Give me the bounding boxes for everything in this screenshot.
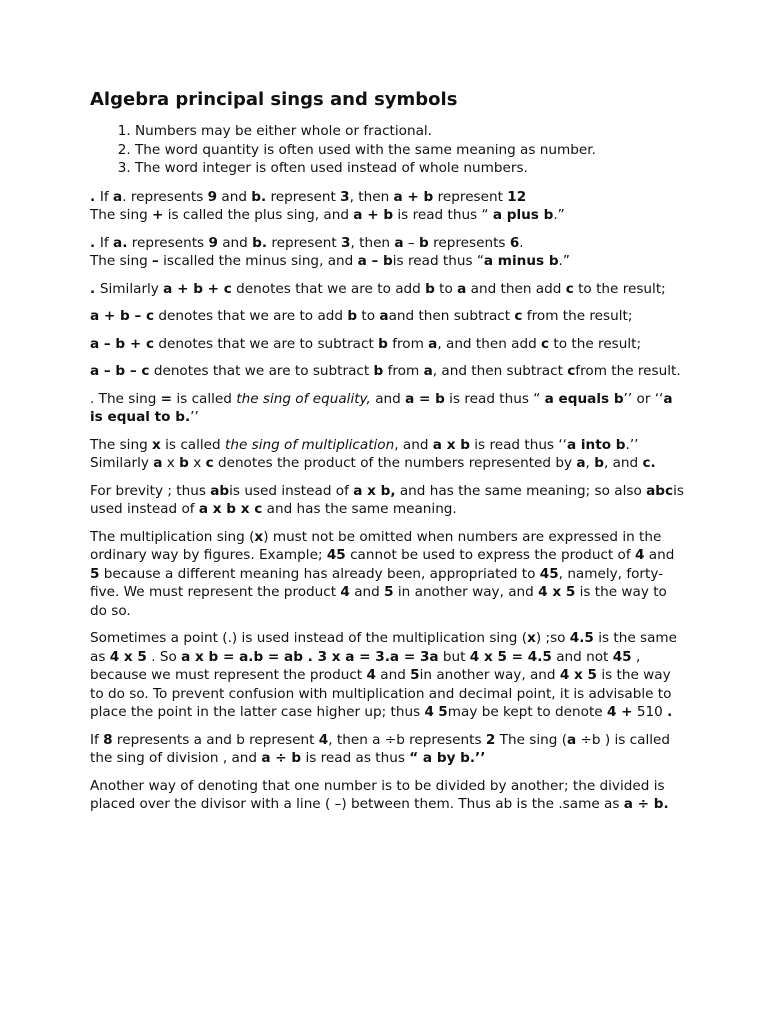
text-run: but [438,648,470,665]
text-run: , and [394,436,433,453]
list-item: 3. The word integer is often used instead of whole numbers. [135,159,686,178]
bold-text-run: 12 [507,188,527,205]
paragraph-subtract-add [90,335,686,354]
bold-text-run: a [379,308,389,324]
text-run: is used instead of [90,482,684,517]
bold-text-run: x [152,436,161,453]
text-run: If [90,731,104,748]
text-run: denotes that we are to add [154,308,348,324]
text-run: is read thus “ [392,253,484,269]
bold-text-run: 4 x 5 = 4.5 [469,648,552,665]
bold-text-run: a – b + c [90,335,155,352]
text-run: and [217,188,252,205]
paragraph-similarly [90,280,686,299]
text-run: in another way, and [419,667,560,683]
text-run: 510 [632,704,668,720]
bold-text-run: b. [251,188,267,205]
bold-text-run: a ÷ b. [623,796,669,812]
bold-text-run: . [90,188,100,205]
text-run: x [162,455,180,471]
bold-text-run: 4 x 5 [109,648,147,665]
text-run: ÷b ) is called the sing of division , and [90,731,671,766]
bold-text-run: c [567,363,576,379]
text-run: is called [172,390,237,407]
text-run: . So [146,648,182,665]
text-run: denotes that we are to subtract [154,335,379,352]
bold-text-run: 5 [384,584,394,600]
bold-text-run: 4 [340,584,350,600]
text-run: is the same as [90,630,678,665]
text-run: is read thus “ [444,390,545,407]
bold-text-run: ab [210,482,230,499]
text-run: to the result; [573,280,666,297]
text-run: is the way to do so. [90,584,667,619]
bold-text-run: a plus b [492,207,554,223]
bold-text-run: a + b [393,188,434,205]
text-run: cannot be used to express the product of [345,547,635,563]
bold-text-run: a into b [566,436,626,453]
text-run: For brevity ; thus [90,482,211,499]
text-run: . represents [122,188,208,205]
bold-text-run: 8 [103,731,113,748]
bold-text-run: a + b – c [90,308,155,324]
text-run: denotes the product of the numbers represented by [213,455,577,471]
bold-text-run: b [594,455,604,471]
text-run: ) ;so [535,630,570,646]
text-run: in another way, and [393,584,539,600]
text-run: ’’ or ‘‘ [623,390,664,407]
bold-text-run: a [113,188,123,205]
text-run: represents [127,234,209,251]
text-run: is the way to do so. To prevent confusion with multiplication and decimal point, it is advisable to place the point in the latter case higher up; thus [90,667,672,720]
text-run: represent [267,234,342,251]
text-run: because a different meaning has already been, appropriated to [99,565,540,582]
text-run: ’’ [190,409,199,425]
text-run: , namely, forty-five. We must represent the product [90,565,664,600]
bold-text-run: 45 [612,648,632,665]
bold-text-run: . [90,280,100,297]
text-run: – [403,234,420,251]
bold-text-run: b [378,335,388,352]
text-run: to [434,280,458,297]
bold-text-run: c. [642,455,656,471]
text-run: is read as thus [301,750,410,766]
text-run: Similarly [90,455,154,471]
text-run: , [585,455,595,471]
bold-text-run: abc [646,482,674,499]
bold-text-run: b. [252,234,268,251]
bold-text-run: 3 [341,234,351,251]
text-run: may be kept to denote [447,704,607,720]
text-run: .” [558,253,570,269]
bold-text-run: a [428,335,438,352]
bold-text-run: b [347,308,358,324]
bold-text-run: a minus b [483,253,559,269]
bold-text-run: 4.5 [569,630,594,646]
text-run: , and then add [437,335,542,352]
text-run: The sing [90,253,153,269]
text-run: x [188,455,206,471]
bold-text-run: 9 [208,234,218,251]
bold-text-run: 4 [366,667,376,683]
bold-text-run: c [514,308,523,324]
text-run: represents a and b represent [112,731,319,748]
bold-text-run: 4 x 5 [559,667,598,683]
text-run: ) must not be omitted when numbers are expressed in the ordinary way by figures. Example; [90,528,662,563]
text-run: . [519,234,524,251]
text-run: , then [350,234,395,251]
text-run: and [217,234,253,251]
bold-text-run: a equals b [544,390,624,407]
text-run: Similarly [99,280,164,297]
bold-text-run: a [457,280,467,297]
bold-text-run: 5 [90,565,100,582]
bold-text-run: b [419,234,429,251]
bold-text-run: a – b – c [90,363,150,379]
text-run: . The sing [90,390,161,407]
bold-text-run: a. [113,234,128,251]
document-title: Algebra principal sings and symbols [90,89,458,110]
text-run: and [349,584,385,600]
text-run: represent [433,188,508,205]
text-run: and has the same meaning. [262,501,457,517]
bold-text-run: 4 [318,731,329,748]
text-run: The sing ( [495,731,567,748]
text-run: is read thus “ [393,207,493,223]
bold-text-run: 2 [485,731,496,748]
text-run: , then [349,188,394,205]
text-run: represent [266,188,341,205]
numbered-list [90,122,686,178]
text-run: Sometimes a point (.) is used instead of the multiplication sing ( [90,630,528,646]
text-run: to [357,308,380,324]
text-run: and [375,667,411,683]
bold-text-run: 4 + [606,704,633,720]
paragraph-addition [90,188,686,225]
bold-text-run: . [667,704,673,720]
text-run: iscalled the minus sing, and [158,253,358,269]
paragraph-add-subtract [90,307,686,326]
bold-text-run: b [425,280,435,297]
text-run: denotes that we are to add [231,280,426,297]
paragraph-equality [90,390,686,427]
bold-text-run: 4 [634,547,645,563]
bold-text-run: + [152,207,164,223]
paragraph-point-notation [90,629,686,722]
text-run: from [387,335,429,352]
bold-text-run: 3 [340,188,350,205]
bold-text-run: a x b = a.b = ab . 3 x a = 3.a = 3a [181,648,439,665]
text-run: and then subtract [388,308,515,324]
text-run: and has the same meaning; so also [395,482,647,499]
text-run: The sing [90,207,153,223]
bold-text-run: a [394,234,404,251]
text-run: is read thus ‘‘ [469,436,567,453]
bold-text-run: a x b x c [198,501,263,517]
bold-text-run: b [373,363,384,379]
bold-text-run: b [179,455,189,471]
text-run: The sing [90,436,153,453]
text-run: The multiplication sing ( [90,528,255,545]
bold-text-run: 5 [438,704,448,720]
bold-text-run: x [527,630,536,646]
paragraph-division [90,731,686,768]
paragraph-subtract-subtract [90,362,686,381]
text-run: If [99,234,114,251]
bold-text-run: c [205,455,214,471]
bold-text-run: 6 [509,234,520,251]
text-run: If [99,188,114,205]
bold-text-run: a is equal to b. [90,390,673,425]
bold-text-run: a [153,455,163,471]
bold-text-run: 4 [424,704,434,720]
italic-text-run: the sing of multiplication [225,436,395,453]
bold-text-run: a = b [405,390,445,407]
text-run: .’’ [625,436,639,453]
paragraph-subtraction [90,234,686,271]
bold-text-run: = [160,390,173,407]
bold-text-run: x [254,528,264,545]
text-run: .” [553,207,565,223]
bold-text-run: 5 [410,667,420,683]
bold-text-run: c [565,280,574,297]
text-run: and [370,390,406,407]
paragraph-multiplication [90,436,686,473]
bold-text-run: a ÷ b [261,750,302,766]
text-run: is used instead of [229,482,354,499]
text-run: and then add [466,280,566,297]
bold-text-run: a [423,363,433,379]
italic-text-run: the sing of equality, [236,390,371,407]
text-run: , then a ÷b represents [328,731,486,748]
bold-text-run: a x b, [353,482,396,499]
bold-text-run: a [567,731,577,748]
text-run: denotes that we are to subtract [149,363,374,379]
bold-text-run: a + b + c [163,280,232,297]
bold-text-run: “ a by b.’’ [409,750,486,766]
text-run: to the result; [549,335,642,352]
list-item: 1. Numbers may be either whole or fractional. [135,122,686,141]
bold-text-run: a x b [432,436,470,453]
text-run: Another way of denoting that one number is to be divided by another; the divided is placed over the divisor with a line ( –) between them. Thus ab is the .same as [90,777,665,812]
paragraph-fraction-line [90,777,686,814]
text-run: and [644,547,675,563]
list-item: 2. The word quantity is often used with the same meaning as number. [135,141,686,160]
bold-text-run: 4 x 5 [538,584,576,600]
bold-text-run: – [152,253,159,269]
text-run: from [383,363,424,379]
text-run: and not [551,648,613,665]
text-run: from the result; [522,308,633,324]
text-run: , and then subtract [432,363,568,379]
bold-text-run: a [576,455,586,471]
bold-text-run: 45 [326,547,346,563]
paragraph-brevity [90,482,686,519]
bold-text-run: c [541,335,550,352]
text-run: represents [428,234,510,251]
bold-text-run: a – b [357,253,393,269]
text-run: from the result. [575,363,681,379]
bold-text-run: a + b [353,207,394,223]
bold-text-run: . [90,234,100,251]
bold-text-run: 45 [539,565,559,582]
text-run: is called [160,436,225,453]
text-run: , and [603,455,643,471]
bold-text-run: 9 [207,188,218,205]
text-run: , because we must represent the product [90,648,641,683]
text-run: is called the plus sing, and [163,207,354,223]
paragraph-multiplication-sign [90,528,686,621]
